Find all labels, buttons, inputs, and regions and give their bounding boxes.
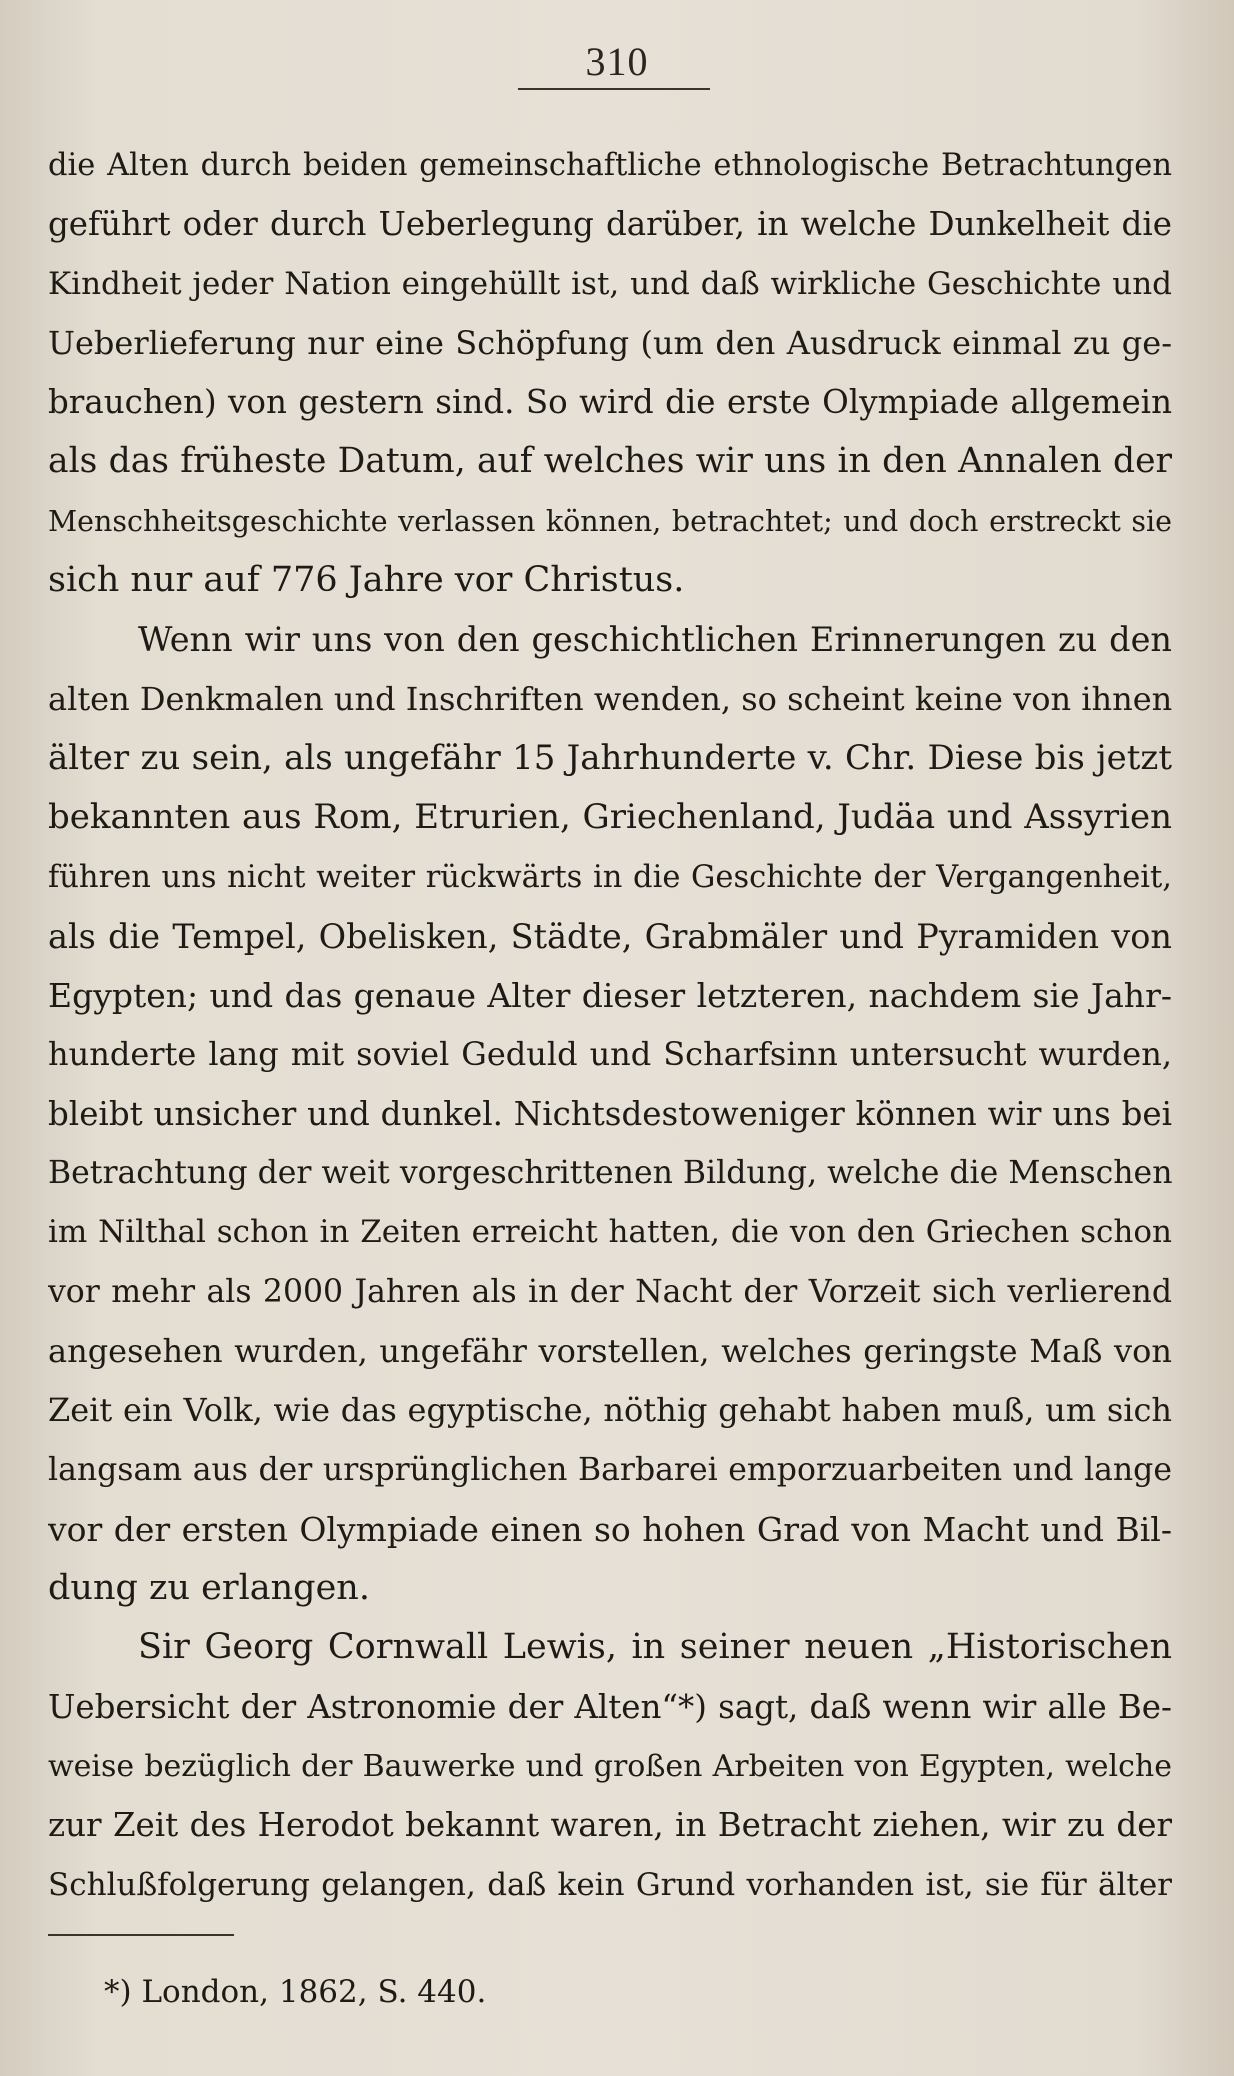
text-line: Kindheit jeder Nation eingehüllt ist, und daß wirkliche Geschichte und bbox=[48, 265, 1172, 302]
text-line: im Nilthal schon in Zeiten erreicht hatten, die von den Griechen schon bbox=[48, 1214, 1172, 1251]
page-number: 310 bbox=[585, 39, 649, 84]
text-line: Zeit ein Volk, wie das egyptische, nöthig gehabt haben muß, um sich bbox=[48, 1391, 1172, 1430]
text-line: weise bezüglich der Bauwerke und großen Arbeiten von Egypten, welche bbox=[48, 1749, 1172, 1785]
header-rule bbox=[518, 88, 710, 90]
text-line: dung zu erlangen. bbox=[48, 1568, 370, 1609]
text-line: als die Tempel, Obelisken, Städte, Grabmäler und Pyramiden von bbox=[48, 916, 1172, 956]
text-line: hunderte lang mit soviel Geduld und Scharfsinn untersucht wurden, bbox=[48, 1035, 1172, 1074]
text-line: Menschheitsgeschichte verlassen können, betrachtet; und doch erstreckt sie bbox=[48, 504, 1172, 538]
text-line: angesehen wurden, ungefähr vorstellen, welches geringste Maß von bbox=[48, 1331, 1172, 1370]
text-line: zur Zeit des Herodot bekannt waren, in Betracht ziehen, wir zu der bbox=[48, 1806, 1172, 1845]
text-line: alten Denkmalen und Inschriften wenden, so scheint keine von ihnen bbox=[48, 679, 1172, 718]
text-line: Sir Georg Cornwall Lewis, in seiner neuen „Historischen bbox=[138, 1627, 1172, 1668]
footnote-rule bbox=[48, 1934, 234, 1936]
text-line: brauchen) von gestern sind. So wird die erste Olympiade allgemein bbox=[48, 383, 1172, 422]
body-text bbox=[48, 136, 1172, 1915]
text-line: als das früheste Datum, auf welches wir uns in den Annalen der bbox=[48, 441, 1172, 482]
text-line: Ueberlieferung nur eine Schöpfung (um den Ausdruck einmal zu ge- bbox=[48, 323, 1172, 362]
text-line: Egypten; und das genaue Alter dieser letzteren, nachdem sie Jahr- bbox=[48, 976, 1172, 1016]
text-line: sich nur auf 776 Jahre vor Christus. bbox=[48, 560, 685, 601]
text-line: bleibt unsicher und dunkel. Nichtsdestoweniger können wir uns bei bbox=[48, 1094, 1172, 1133]
text-line: führen uns nicht weiter rückwärts in die Geschichte der Vergangenheit, bbox=[48, 859, 1172, 895]
text-line: vor der ersten Olympiade einen so hohen Grad von Macht und Bil- bbox=[48, 1509, 1172, 1549]
text-line: langsam aus der ursprünglichen Barbarei emporzuarbeiten und lange bbox=[48, 1451, 1172, 1488]
text-line: die Alten durch beiden gemeinschaftliche ethnologische Betrachtungen bbox=[48, 148, 1172, 183]
text-line: geführt oder durch Ueberlegung darüber, in welche Dunkelheit die bbox=[48, 205, 1172, 244]
footnote: *) London, 1862, S. 440. bbox=[104, 1974, 487, 2010]
text-line: Uebersicht der Astronomie der Alten“*) sagt, daß wenn wir alle Be- bbox=[48, 1687, 1172, 1726]
text-line: vor mehr als 2000 Jahren als in der Nacht der Vorzeit sich verlierend bbox=[48, 1273, 1172, 1310]
text-line: älter zu sein, als ungefähr 15 Jahrhunderte v. Chr. Diese bis jetzt bbox=[48, 737, 1172, 778]
text-line: Betrachtung der weit vorgeschrittenen Bildung, welche die Menschen bbox=[48, 1155, 1172, 1192]
text-line: bekannten aus Rom, Etrurien, Griechenland, Judäa und Assyrien bbox=[48, 797, 1172, 838]
text-line: Wenn wir uns von den geschichtlichen Erinnerungen zu den bbox=[138, 620, 1172, 660]
text-line: Schlußfolgerung gelangen, daß kein Grund vorhanden ist, sie für älter bbox=[48, 1866, 1172, 1903]
